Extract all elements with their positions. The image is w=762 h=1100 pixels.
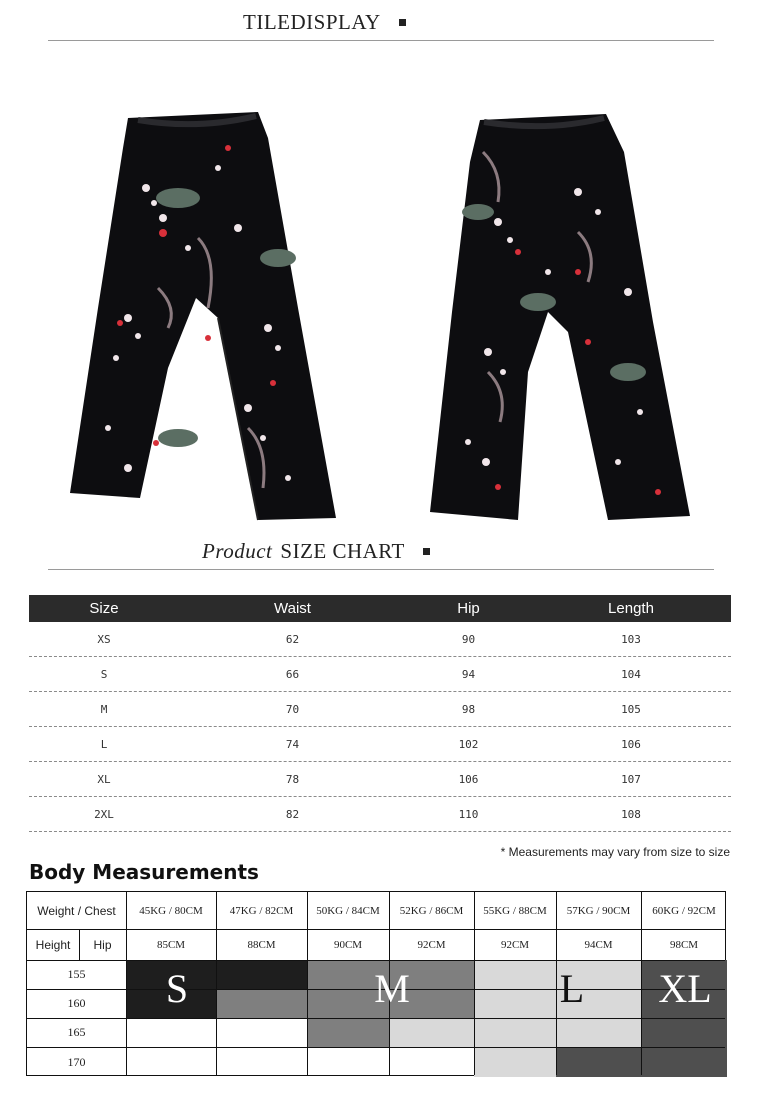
divider: [48, 40, 714, 41]
hip-cell: 90CM: [333, 938, 363, 951]
body-measurements-title: Body Measurements: [29, 860, 259, 884]
height-cell: 155: [67, 967, 86, 981]
cell-waist: 78: [285, 772, 300, 786]
size-block-l: [474, 1047, 556, 1077]
cell-hip: 106: [458, 772, 479, 786]
hip-cell: 98CM: [669, 938, 699, 951]
product-photo-front: [68, 108, 340, 528]
cell-waist: 74: [285, 737, 300, 751]
cell-waist: 70: [285, 702, 300, 716]
tiledisplay-heading: [243, 10, 406, 35]
cell-size: XL: [97, 772, 111, 786]
measurement-note: * Measurements may vary from size to size: [500, 845, 730, 859]
cell-hip: 94: [461, 667, 476, 681]
height-cell: 160: [67, 996, 86, 1010]
cell-hip: 102: [458, 737, 479, 751]
tiledisplay-title: TILEDISPLAY: [243, 10, 381, 34]
size-block-m: [216, 989, 474, 1018]
size-block-m: [307, 1018, 389, 1047]
square-bullet-icon: [399, 19, 406, 26]
size-block-s: [126, 960, 315, 989]
size-block-l: [389, 1018, 641, 1047]
table-row: [29, 797, 731, 832]
weight-chest-cell: 57KG / 90CM: [566, 904, 631, 917]
size-chart-prefix: Product: [202, 539, 273, 563]
cell-length: 106: [621, 737, 641, 751]
size-table-header: [29, 595, 731, 622]
corner-height: Height: [35, 937, 71, 952]
size-label-l: L: [559, 966, 585, 1011]
size-label-s: S: [165, 966, 189, 1011]
size-label-xl: XL: [658, 966, 712, 1011]
size-label-m: M: [374, 966, 410, 1011]
header-size: Size: [89, 600, 119, 617]
table-row: [29, 762, 731, 797]
hip-cell: 92CM: [417, 938, 446, 951]
cell-length: 105: [621, 702, 641, 716]
hip-cell: 92CM: [500, 938, 530, 951]
table-row: [29, 657, 731, 692]
divider: [48, 569, 714, 570]
header-waist: Waist: [274, 600, 311, 617]
body-measurements-grid: [26, 891, 726, 1076]
weight-chest-cell: 52KG / 86CM: [399, 904, 464, 917]
table-row: [29, 692, 731, 727]
height-cell: 170: [67, 1054, 86, 1069]
cell-length: 103: [621, 632, 641, 646]
hip-cell: 88CM: [247, 938, 276, 951]
cell-length: 107: [621, 772, 641, 786]
size-chart-heading: [202, 539, 430, 564]
cell-hip: 90: [461, 632, 476, 646]
cell-size: L: [100, 737, 108, 751]
square-bullet-icon: [423, 548, 430, 555]
hip-cell: 85CM: [156, 938, 186, 951]
cell-size: XS: [97, 632, 111, 646]
grid-line: [27, 1018, 725, 1019]
product-photo-back: [428, 112, 694, 528]
size-chart-title: SIZE CHART: [280, 539, 405, 563]
corner-hip: Hip: [93, 937, 112, 952]
grid-line: [27, 1047, 725, 1048]
weight-chest-cell: 55KG / 88CM: [483, 904, 547, 917]
corner-weight-chest: Weight / Chest: [37, 903, 116, 918]
cell-size: S: [100, 667, 108, 681]
weight-chest-cell: 50KG / 84CM: [316, 904, 380, 917]
hip-cell: 94CM: [584, 938, 613, 951]
cell-waist: 82: [285, 807, 300, 821]
table-row: [29, 622, 731, 657]
cell-size: 2XL: [94, 807, 114, 821]
cell-waist: 66: [285, 667, 300, 681]
cell-size: M: [100, 702, 108, 716]
table-row: [29, 727, 731, 762]
cell-waist: 62: [285, 632, 300, 646]
grid-line: [27, 960, 725, 961]
weight-chest-cell: 60KG / 92CM: [652, 904, 716, 917]
cell-length: 104: [621, 667, 641, 681]
cell-hip: 110: [458, 807, 479, 821]
header-length: Length: [608, 600, 654, 617]
header-hip: Hip: [457, 600, 480, 617]
cell-hip: 98: [461, 702, 476, 716]
weight-chest-cell: 47KG / 82CM: [229, 904, 294, 917]
size-block-xl: [556, 1047, 641, 1077]
cell-length: 108: [621, 807, 641, 821]
weight-chest-cell: 45KG / 80CM: [139, 904, 203, 917]
size-table: [29, 595, 731, 832]
height-cell: 165: [67, 1025, 86, 1039]
